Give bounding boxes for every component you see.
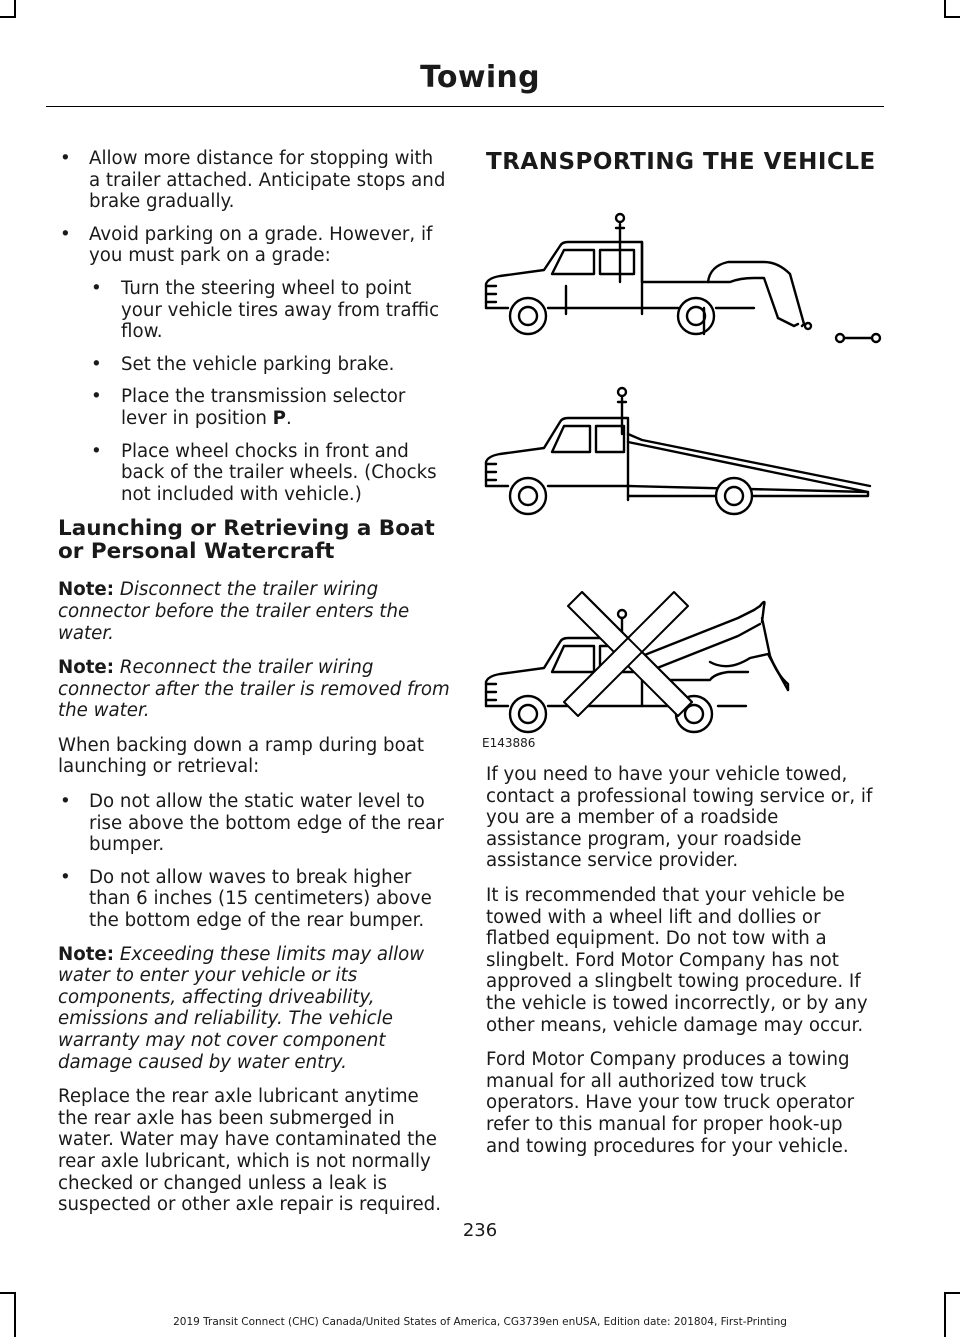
note-label: Note: xyxy=(58,579,115,601)
figure-code: E143886 xyxy=(482,736,536,750)
note-label: Note: xyxy=(58,943,115,965)
note-label: Note: xyxy=(58,657,115,679)
page-number: 236 xyxy=(462,1220,498,1241)
list-item-text: Place the transmission selector lever in position xyxy=(121,386,406,429)
note xyxy=(58,944,450,1074)
flatbed-truck-illustration xyxy=(486,388,870,514)
paragraph: If you need to have your vehicle towed, contact a professional towing service or, if you are a member of a roadside assistance program, your roadside assistance service provider. xyxy=(486,764,873,872)
note-text: Reconnect the trailer wiring connector after the trailer is removed from the water. xyxy=(58,657,450,722)
list-item: • Turn the steering wheel to point your vehicle tires away from traffic flow. xyxy=(89,278,450,343)
list-item: • Set the vehicle parking brake. xyxy=(89,354,450,376)
paragraph: Replace the rear axle lubricant anytime the rear axle has been submerged in water. Water may have contaminated the rear axle lubricant, which is not normally checked or changed unless a leak is suspected or other axle repair is required. xyxy=(58,1086,441,1216)
note-text: Exceeding these limits may allow water to enter your vehicle or its components, affecting driveability, emissions and reliability. The vehicle warranty may not cover component damage caused by water entry. xyxy=(58,943,425,1073)
left-column xyxy=(58,148,450,1229)
crop-mark xyxy=(0,1292,16,1294)
list-item xyxy=(89,386,450,429)
list-item xyxy=(58,224,450,506)
list-item: • Do not allow the static water level to rise above the bottom edge of the rear bumper. xyxy=(58,791,450,856)
note xyxy=(58,579,450,644)
wheel-lift-truck-illustration xyxy=(486,214,880,342)
paragraph: Ford Motor Company produces a towing manual for all authorized tow truck operators. Have your tow truck operator refer to this manual for proper hook-up and towing procedures for your vehicle. xyxy=(486,1049,855,1157)
note xyxy=(58,657,450,722)
crop-mark xyxy=(14,1292,16,1337)
sub-bullet-list xyxy=(89,278,450,505)
towing-methods-figure xyxy=(478,186,898,750)
header-rule xyxy=(46,106,884,107)
paragraph: When backing down a ramp during boat launching or retrieval: xyxy=(58,734,424,778)
list-item-text: Avoid parking on a grade. However, if you must park on a grade: xyxy=(89,223,433,267)
crop-mark xyxy=(944,16,960,18)
footer-text: 2019 Transit Connect (CHC) Canada/United States of America, CG3739en enUSA, Edition date: 201804, First-Printing xyxy=(173,1316,787,1328)
section-subheading: Launching or Retrieving a Boat or Personal Watercraft xyxy=(58,516,435,565)
crop-mark xyxy=(944,1292,960,1294)
list-item: • Do not allow waves to break higher than 6 inches (15 centimeters) above the bottom edge of the rear bumper. xyxy=(58,867,450,932)
list-item: • Place wheel chocks in front and back of the trailer wheels. (Chocks not included with vehicle.) xyxy=(89,441,450,506)
page-title: Towing xyxy=(420,60,540,95)
crop-mark xyxy=(944,1292,946,1337)
bullet-list xyxy=(58,791,450,932)
gear-position-p: P xyxy=(272,407,286,429)
list-item: • Allow more distance for stopping with a trailer attached. Anticipate stops and brake gradually. xyxy=(58,148,450,213)
paragraph: It is recommended that your vehicle be towed with a wheel lift and dollies or flatbed equipment. Do not tow with a slingbelt. Ford Motor Company has not approved a slingbelt towing procedure. If the vehicle is towed incorrectly, or by any other means, vehicle damage may occur. xyxy=(486,884,868,1036)
bullet-list xyxy=(58,148,450,505)
note-text: Disconnect the trailer wiring connector before the trailer enters the water. xyxy=(58,579,410,644)
crop-mark xyxy=(0,16,16,18)
list-item-tail: . xyxy=(285,407,292,429)
section-heading: TRANSPORTING THE VEHICLE xyxy=(486,149,876,175)
right-column xyxy=(482,148,876,1170)
